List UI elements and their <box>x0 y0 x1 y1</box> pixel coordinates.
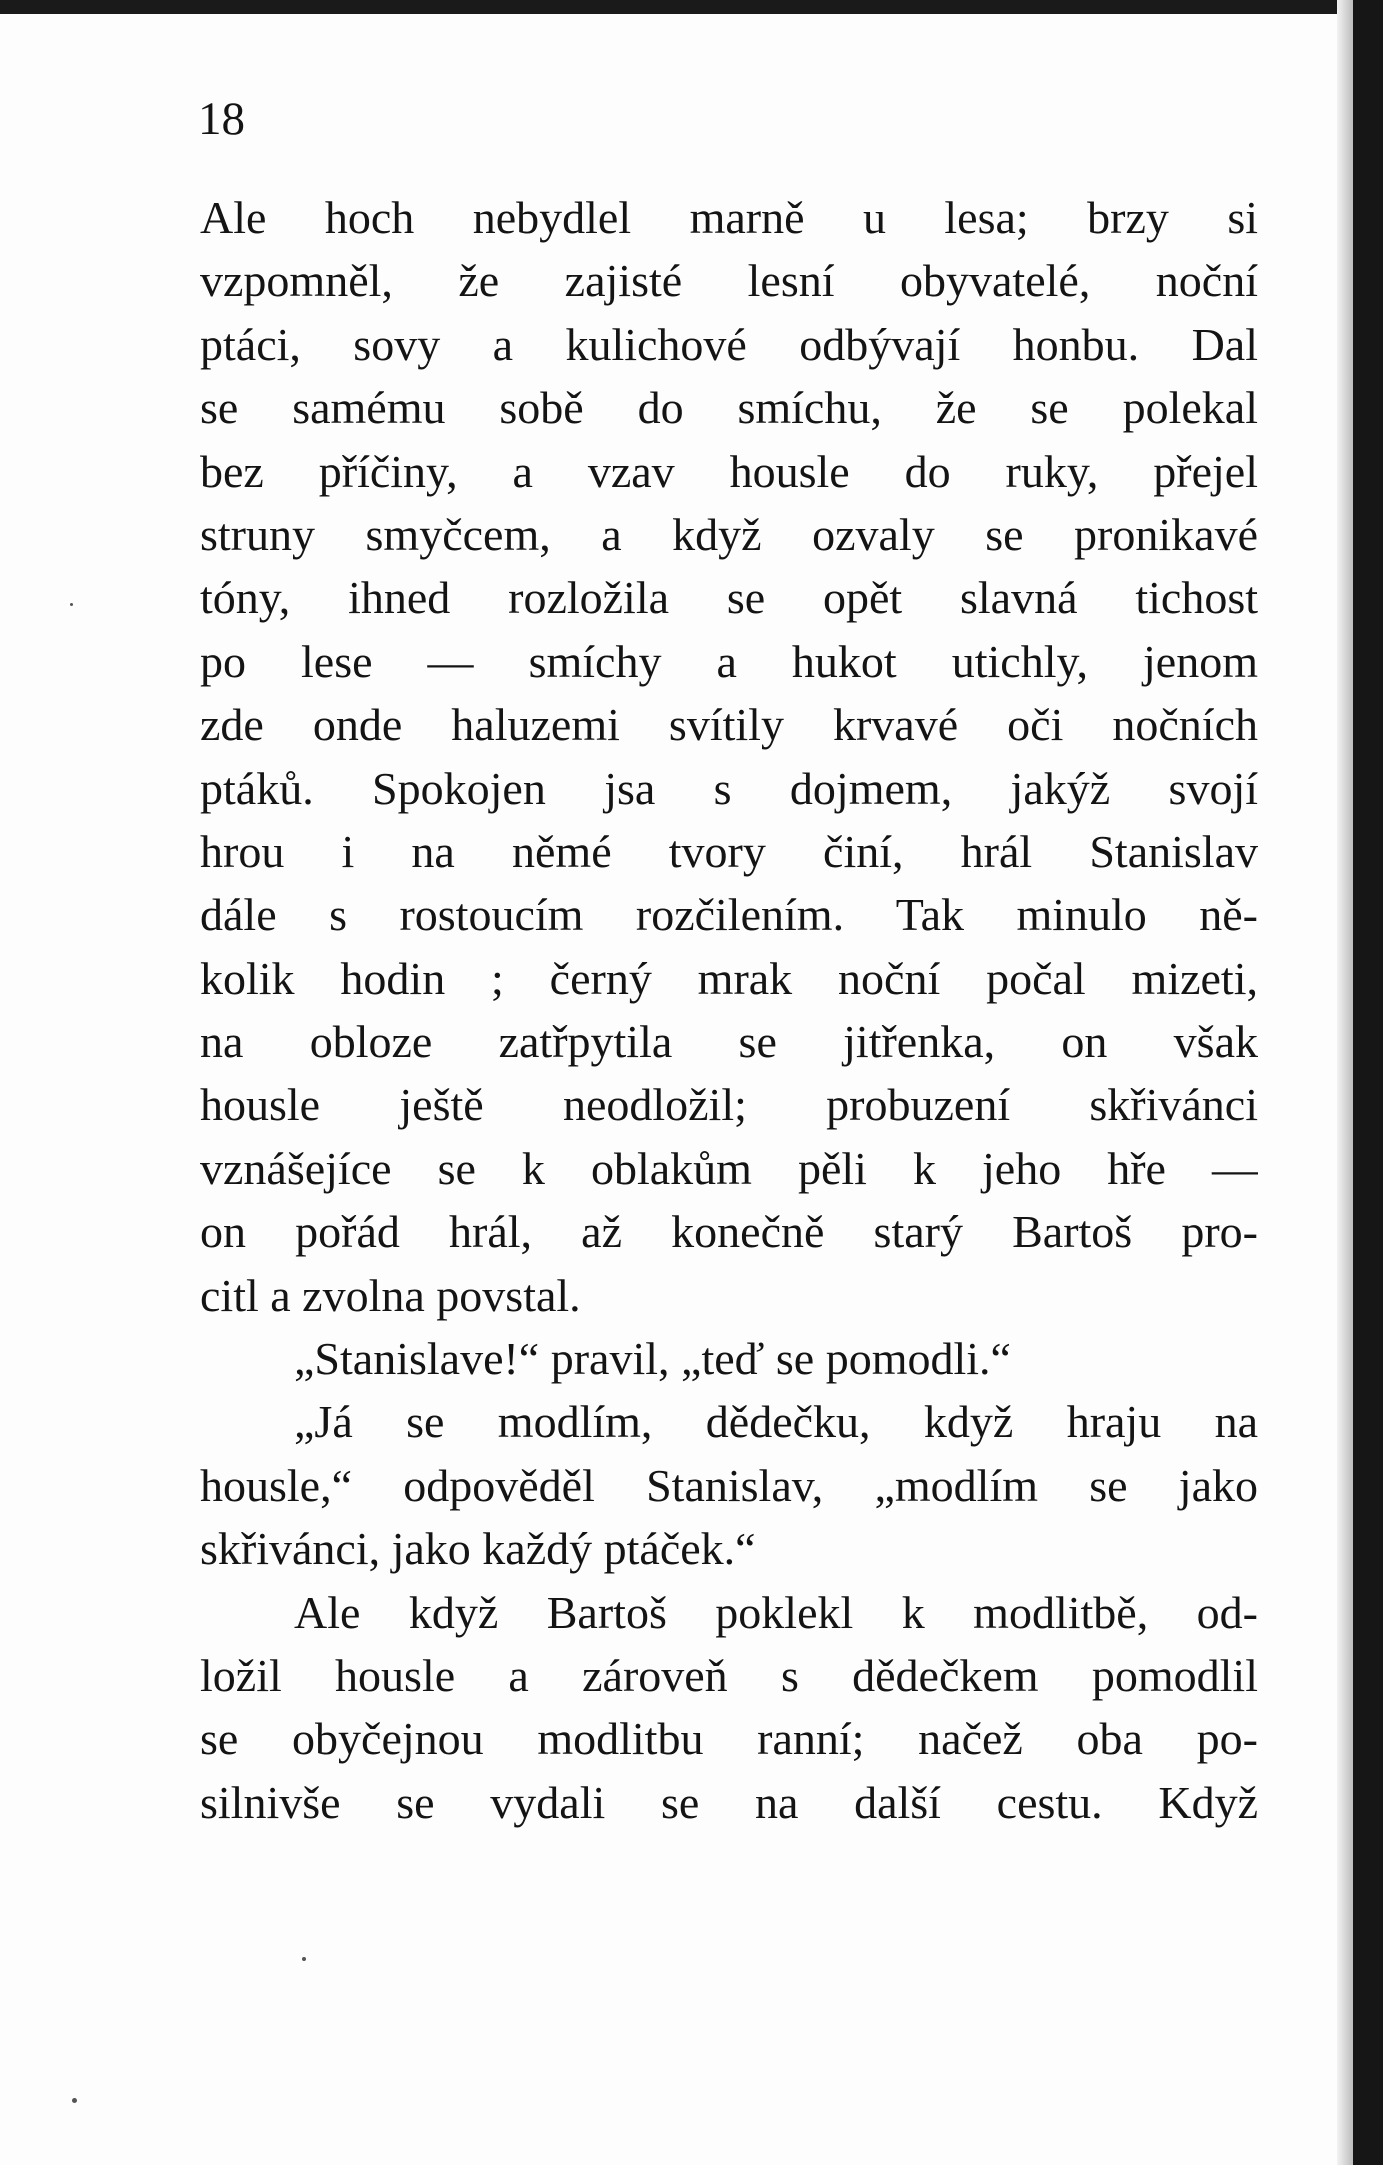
text-line: „Stanislave!“ pravil, „teď se pomodli.“ <box>294 1333 1011 1385</box>
text-line: Ale hoch nebydlel marně u lesa; brzy si <box>200 192 1258 243</box>
text-line: „Já se modlím, dědečku, když hraju na <box>294 1396 1258 1448</box>
text-line: zde onde haluzemi svítily krvavé oči nočních <box>200 699 1258 751</box>
text-line: na obloze zatřpytila se jitřenka, on však <box>200 1016 1258 1068</box>
text-line: po lese — smíchy a hukot utichly, jenom <box>200 635 1258 687</box>
text-line: hrou i na němé tvory činí, hrál Stanislav <box>200 825 1258 877</box>
text-line: citl a zvolna povstal. <box>200 1269 581 1321</box>
page-number: 18 <box>198 93 245 145</box>
text-line: bez příčiny, a vzav housle do ruky, přejel <box>200 445 1258 497</box>
page-edge-shadow <box>1337 0 1353 2165</box>
paper-speck <box>72 2098 77 2103</box>
paper-speck <box>302 1957 306 1961</box>
text-line: on pořád hrál, až konečně starý Bartoš pro- <box>200 1206 1258 1258</box>
text-line: struny smyčcem, a když ozvaly se pronikavé <box>200 508 1258 560</box>
scan-border-top <box>0 0 1383 14</box>
text-line: vzpomněl, že zajisté lesní obyvatelé, noční <box>200 255 1258 307</box>
text-line: ložil housle a zároveň s dědečkem pomodlil <box>200 1649 1258 1701</box>
scan-border-right <box>1353 0 1383 2165</box>
text-line: tóny, ihned rozložila se opět slavná tichost <box>200 572 1258 624</box>
paper-speck <box>70 603 73 606</box>
text-line: se samému sobě do smíchu, že se polekal <box>200 382 1258 434</box>
text-line: silnivše se vydali se na další cestu. Když <box>200 1776 1258 1828</box>
text-line: housle ještě neodložil; probuzení skřivánci <box>200 1079 1258 1131</box>
text-line: vznášejíce se k oblakům pěli k jeho hře — <box>200 1142 1258 1194</box>
text-line: kolik hodin ; černý mrak noční počal mizeti, <box>200 952 1258 1004</box>
text-line: ptáci, sovy a kulichové odbývají honbu. Dal <box>200 318 1258 370</box>
text-line: se obyčejnou modlitbu ranní; načež oba po- <box>200 1713 1258 1765</box>
body-text <box>200 186 1258 1834</box>
text-line: dále s rostoucím rozčilením. Tak minulo ně- <box>200 889 1258 941</box>
text-line: Ale když Bartoš poklekl k modlitbě, od- <box>294 1586 1258 1638</box>
text-line: skřivánci, jako každý ptáček.“ <box>200 1523 756 1575</box>
text-line: housle,“ odpověděl Stanislav, „modlím se jako <box>200 1459 1258 1511</box>
text-line: ptáků. Spokojen jsa s dojmem, jakýž svojí <box>200 762 1258 814</box>
